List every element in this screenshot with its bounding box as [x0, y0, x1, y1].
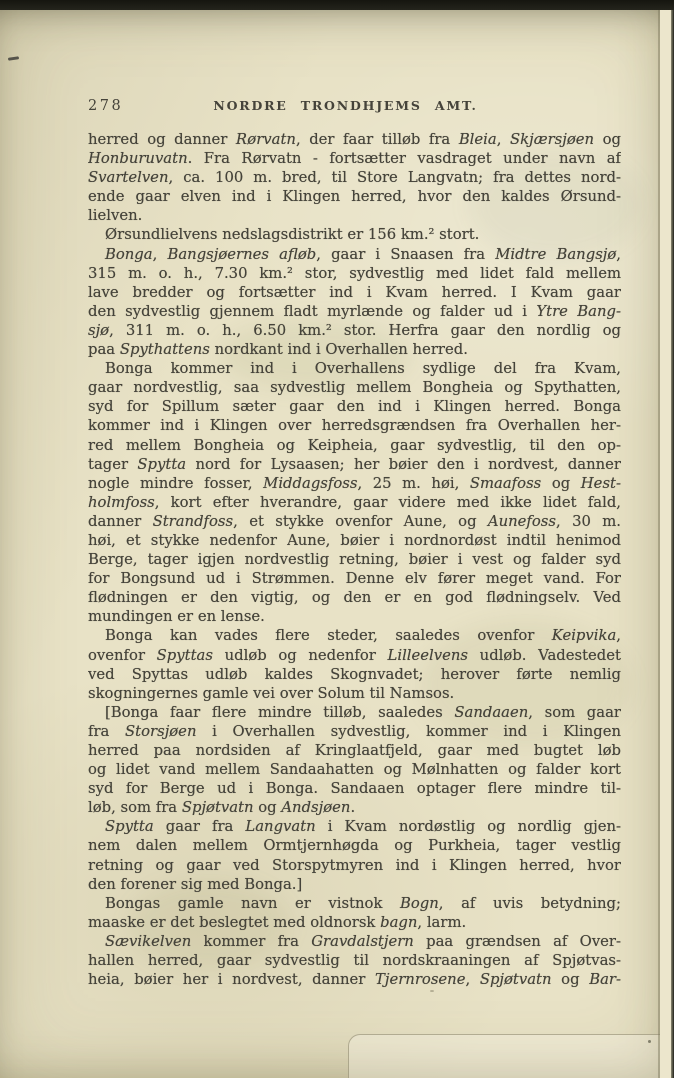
text-line: Bonga kommer ind i Overhallens sydlige del fra Kvam,	[105, 360, 621, 378]
page-header	[88, 98, 621, 116]
text-line: paa Spythattens nordkant ind i Overhallen herred.	[88, 341, 468, 359]
text-line: Svartelven, ca. 100 m. bred, til Store Langvatn; fra dettes nord-	[88, 169, 621, 187]
text-line: Ørsundlielvens nedslagsdistrikt er 156 km.² stort.	[105, 226, 480, 244]
text-line: flødningen er den vigtig, og den er en god flødningselv. Ved	[88, 589, 621, 607]
text-line: høi, et stykke nedenfor Aune, bøier i nordnordøst indtil henimod	[88, 531, 621, 549]
text-line: og lidet vand mellem Sandaahatten og Mølnhatten og falder kort	[88, 761, 621, 779]
text-line: løb, som fra Spjøtvatn og Andsjøen.	[88, 799, 356, 817]
text-line: red mellem Bongheia og Keipheia, gaar sydvestlig, til den op-	[88, 436, 621, 454]
running-title: NORDRE TRONDHJEMS AMT.	[213, 98, 478, 113]
library-card-outline	[348, 1034, 674, 1078]
text-line: nogle mindre fosser, Middagsfoss, 25 m. høi, Smaafoss og Hest-	[88, 474, 621, 492]
text-line: Berge, tager igjen nordvestlig retning, bøier i vest og falder syd	[88, 551, 621, 569]
text-line: [Bonga faar flere mindre tilløb, saaledes Sandaaen, som gaar	[105, 703, 621, 721]
text-line: fra Storsjøen i Overhallen sydvestlig, kommer ind i Klingen	[88, 722, 621, 740]
text-line: 315 m. o. h., 7.30 km.² stor, sydvestlig med lidet fald mellem	[88, 264, 621, 282]
text-line: heia, bøier her i nordvest, danner Tjernrosene, Spjøtvatn og Bar-	[88, 971, 621, 989]
text-line: holmfoss, kort efter hverandre, gaar videre med ikke lidet fald,	[88, 493, 621, 511]
text-line: for Bongsund ud i Strømmen. Denne elv fører meget vand. For	[88, 570, 621, 588]
text-line: sjø, 311 m. o. h., 6.50 km.² stor. Herfra gaar den nordlig og	[88, 321, 621, 339]
text-line: syd for Berge ud i Bonga. Sandaaen optager flere mindre til-	[88, 780, 621, 798]
text-line: ende gaar elven ind i Klingen herred, hvor den kaldes Ørsund-	[88, 188, 621, 206]
text-line: Bongas gamle navn er vistnok Bogn, af uvis betydning;	[105, 894, 621, 912]
text-line: tager Spytta nord for Lysaasen; her bøier den i nordvest, danner	[88, 455, 621, 473]
text-line: retning og gaar ved Storspytmyren ind i Klingen herred, hvor	[88, 856, 621, 874]
text-line: herred paa nordsiden af Kringlaatfjeld, gaar med bugtet løb	[88, 742, 621, 759]
text-line: herred og danner Rørvatn, der faar tilløb fra Bleia, Skjærsjøen og	[88, 131, 621, 148]
text-line: den sydvestlig gjennem fladt myrlænde og falder ud i Ytre Bang-	[88, 302, 621, 320]
text-line: lielven.	[88, 207, 143, 225]
ink-speck	[648, 1040, 651, 1043]
text-line: gaar nordvestlig, saa sydvestlig mellem Bongheia og Spythatten,	[88, 379, 621, 397]
ink-speck	[430, 990, 434, 992]
text-line: danner Strandfoss, et stykke ovenfor Aune, og Aunefoss, 30 m.	[88, 512, 621, 530]
text-line: den forener sig med Bonga.]	[88, 875, 303, 893]
page-text	[88, 130, 621, 989]
text-line: ovenfor Spyttas udløb og nedenfor Lilleelvens udløb. Vadestedet	[88, 646, 621, 664]
text-line: skogningernes gamle vei over Solum til Namsos.	[88, 684, 455, 702]
scan-top-edge	[0, 0, 674, 10]
text-line: mundingen er en lense.	[88, 608, 265, 626]
text-line: ved Spyttas udløb kaldes Skognvadet; herover førte nemlig	[88, 665, 621, 683]
text-line: lave bredder og fortsætter ind i Kvam herred. I Kvam gaar	[88, 283, 621, 301]
text-line: hallen herred, gaar sydvestlig til nordskraaningen af Spjøtvas-	[88, 952, 621, 970]
text-line: Honburuvatn. Fra Rørvatn - fortsætter vasdraget under navn af	[88, 150, 621, 168]
text-line: nem dalen mellem Ormtjernhøgda og Purkheia, tager vestlig	[88, 837, 621, 855]
text-line: maaske er det beslegtet med oldnorsk bagn, larm.	[88, 913, 467, 931]
text-line: Bonga kan vades flere steder, saaledes ovenfor Keipvika,	[105, 627, 621, 645]
text-line: kommer ind i Klingen over herredsgrændsen fra Overhallen her-	[88, 417, 621, 435]
page-number: 278	[88, 98, 124, 114]
text-line: syd for Spillum sæter gaar den ind i Klingen herred. Bonga	[88, 398, 621, 416]
pencil-mark	[8, 56, 19, 61]
text-line: Spytta gaar fra Langvatn i Kvam nordøstlig og nordlig gjen-	[105, 818, 621, 836]
text-line: Bonga, Bangsjøernes afløb, gaar i Snaasen fra Midtre Bangsjø,	[105, 245, 621, 263]
text-line: Sævikelven kommer fra Gravdalstjern paa grændsen af Over-	[105, 932, 621, 950]
